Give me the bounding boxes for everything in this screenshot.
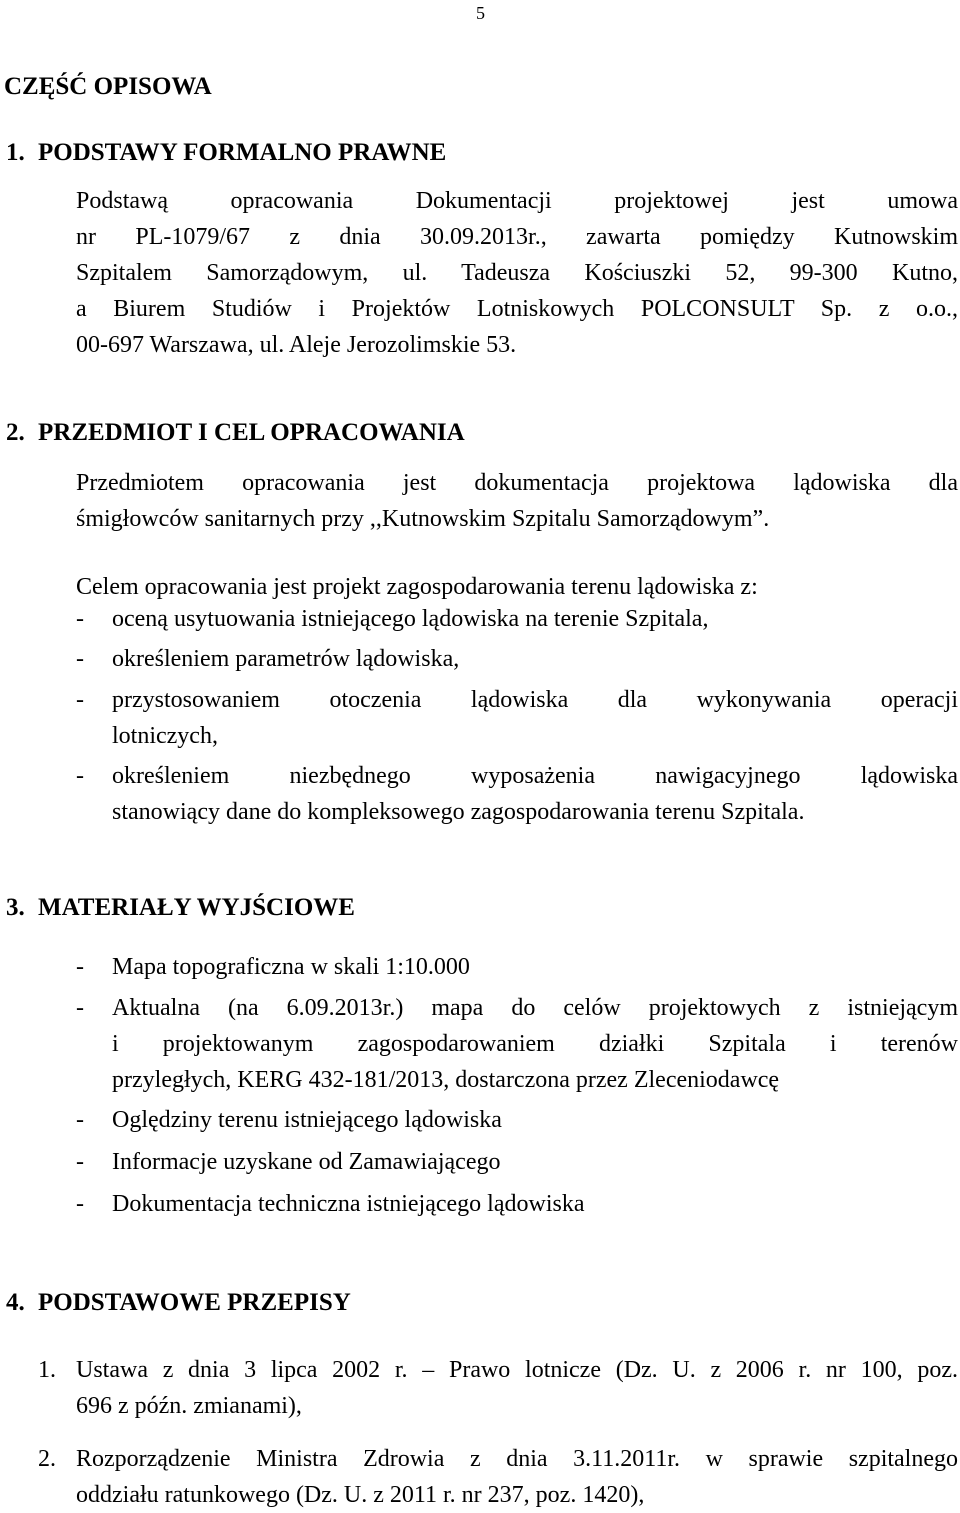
list-item — [76, 682, 958, 754]
list-item — [76, 990, 958, 1098]
section-2-intro — [76, 569, 958, 605]
section-number: 2. — [6, 419, 25, 446]
list-item — [76, 949, 958, 985]
list-item-text: przystosowaniem otoczenia lądowiska dla wykonywania operacji — [112, 687, 958, 713]
list-item — [38, 1441, 958, 1513]
list-number: 1. — [38, 1357, 56, 1383]
list-item — [76, 1102, 958, 1138]
list-item — [76, 758, 958, 830]
list-item-text: Aktualna (na 6.09.2013r.) mapa do celów projektowych z istniejącym — [112, 995, 958, 1021]
paragraph-line: śmigłowców sanitarnych przy ,,Kutnowskim Szpitalu Samorządowym”. — [76, 506, 770, 532]
list-dash: - — [76, 646, 84, 672]
paragraph-line: Szpitalem Samorządowym, ul. Tadeusza Kościuszki 52, 99-300 Kutno, — [76, 260, 958, 286]
list-item — [76, 601, 958, 637]
list-item-text: Mapa topograficzna w skali 1:10.000 — [112, 954, 470, 980]
section-3-heading — [6, 893, 355, 923]
paragraph-line: a Biurem Studiów i Projektów Lotniskowych POLCONSULT Sp. z o.o., — [76, 296, 958, 322]
list-item — [38, 1352, 958, 1424]
section-title: PODSTAWY FORMALNO PRAWNE — [38, 139, 447, 166]
paragraph-line: 00-697 Warszawa, ul. Aleje Jerozolimskie 53. — [76, 332, 517, 358]
list-item-text: określeniem niezbędnego wyposażenia nawigacyjnego lądowiska — [112, 763, 958, 789]
part-title: CZĘŚĆ OPISOWA — [4, 73, 212, 100]
section-2-paragraph — [76, 465, 958, 537]
list-item — [76, 1144, 958, 1180]
list-dash: - — [76, 1191, 84, 1217]
list-item-text: i projektowanym zagospodarowaniem działki Szpitala i terenów — [112, 1031, 958, 1057]
paragraph-line: Podstawą opracowania Dokumentacji projektowej jest umowa — [76, 188, 958, 214]
list-number: 2. — [38, 1446, 56, 1472]
list-item-text: lotniczych, — [112, 723, 218, 749]
section-number: 3. — [6, 894, 25, 921]
list-item-text: 696 z późn. zmianami), — [76, 1393, 302, 1419]
list-dash: - — [76, 995, 84, 1021]
section-1-heading — [6, 138, 446, 168]
list-item-text: oceną usytuowania istniejącego lądowiska na terenie Szpitala, — [112, 606, 709, 632]
section-title: MATERIAŁY WYJŚCIOWE — [38, 894, 355, 921]
section-number: 4. — [6, 1289, 25, 1316]
section-1-paragraph — [76, 183, 958, 363]
list-item-text: Dokumentacja techniczna istniejącego lądowiska — [112, 1191, 585, 1217]
list-item-text: przyległych, KERG 432-181/2013, dostarczona przez Zleceniodawcę — [112, 1067, 780, 1093]
section-title: PODSTAWOWE PRZEPISY — [38, 1289, 351, 1316]
section-4-heading — [6, 1288, 351, 1318]
section-title: PRZEDMIOT I CEL OPRACOWANIA — [38, 419, 465, 446]
list-item-text: Oględziny terenu istniejącego lądowiska — [112, 1107, 502, 1133]
section-2-heading — [6, 418, 465, 448]
list-dash: - — [76, 687, 84, 713]
list-item-text: oddziału ratunkowego (Dz. U. z 2011 r. nr 237, poz. 1420), — [76, 1482, 645, 1508]
list-dash: - — [76, 954, 84, 980]
list-dash: - — [76, 1149, 84, 1175]
paragraph-line: nr PL-1079/67 z dnia 30.09.2013r., zawarta pomiędzy Kutnowskim — [76, 224, 958, 250]
list-item — [76, 641, 958, 677]
list-dash: - — [76, 1107, 84, 1133]
list-item-text: Ustawa z dnia 3 lipca 2002 r. – Prawo lotnicze (Dz. U. z 2006 r. nr 100, poz. — [76, 1357, 958, 1383]
list-item-text: Rozporządzenie Ministra Zdrowia z dnia 3.11.2011r. w sprawie szpitalnego — [76, 1446, 958, 1472]
section-number: 1. — [6, 139, 25, 166]
paragraph-line: Celem opracowania jest projekt zagospodarowania terenu lądowiska z: — [76, 574, 758, 600]
list-item-text: stanowiący dane do kompleksowego zagospodarowania terenu Szpitala. — [112, 799, 805, 825]
list-item-text: określeniem parametrów lądowiska, — [112, 646, 460, 672]
list-dash: - — [76, 763, 84, 789]
list-item — [76, 1186, 958, 1222]
list-item-text: Informacje uzyskane od Zamawiającego — [112, 1149, 501, 1175]
page-number: 5 — [476, 3, 485, 23]
paragraph-line: Przedmiotem opracowania jest dokumentacja projektowa lądowiska dla — [76, 470, 958, 496]
list-dash: - — [76, 606, 84, 632]
